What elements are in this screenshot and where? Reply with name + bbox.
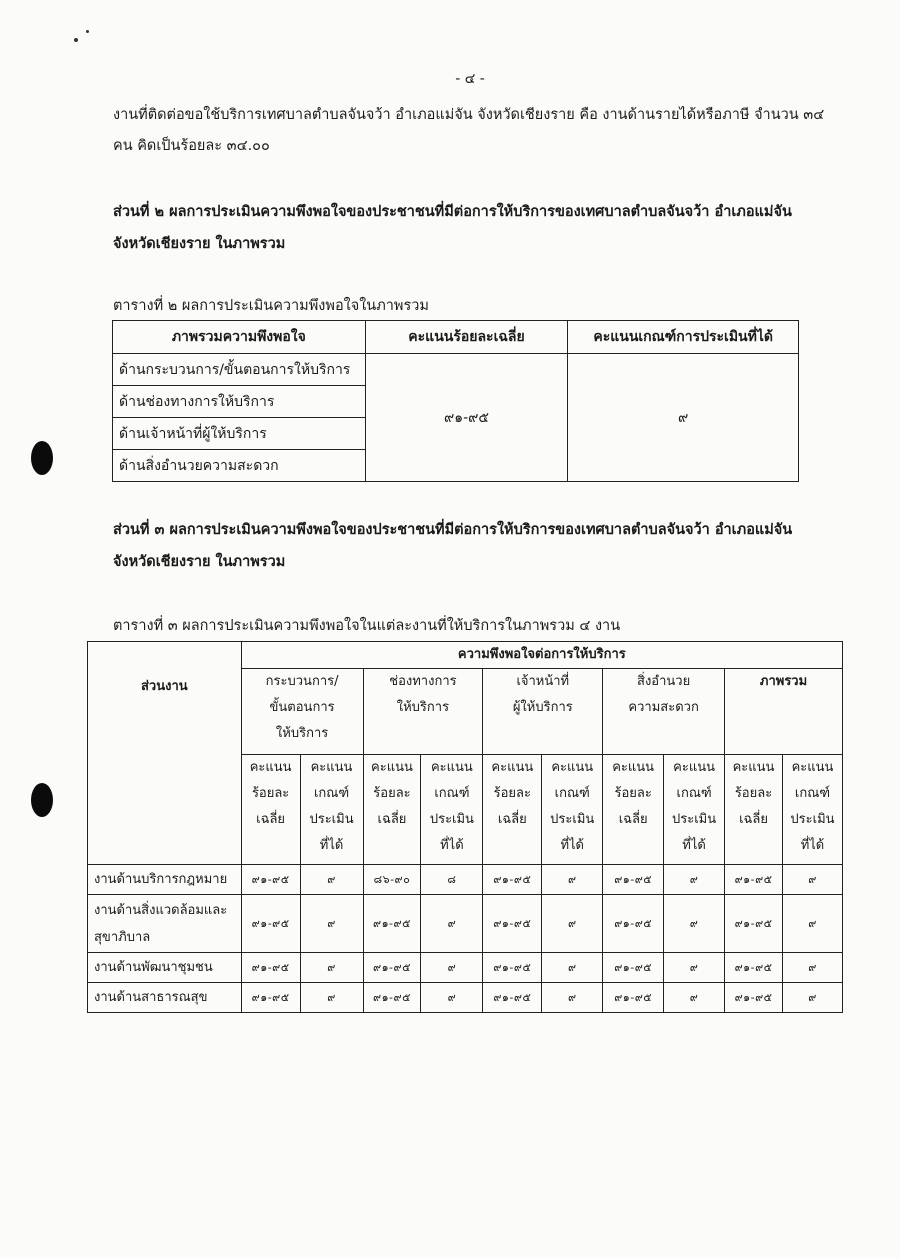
punch-hole-lower [31,783,53,817]
table2-criteria-score: ๙ [568,354,799,482]
table3-criteria-cell: ๙ [300,953,363,983]
table3-subheader-criteria: คะแนน เกณฑ์ ประเมิน ที่ได้ [664,755,725,865]
table2-row-process: ด้านกระบวนการ/ขั้นตอนการให้บริการ [113,354,366,386]
table3-criteria-cell: ๙ [300,983,363,1013]
table3-avg-cell: ๙๑-๙๕ [725,895,783,953]
table3-avg-cell: ๙๑-๙๕ [603,865,664,895]
table3-avg-cell: ๘๖-๙๐ [363,865,421,895]
table3-group-overall: ภาพรวม [725,669,843,755]
table3-avg-cell: ๙๑-๙๕ [241,953,300,983]
table3-subheader-criteria: คะแนน เกณฑ์ ประเมิน ที่ได้ [542,755,603,865]
page-number: - ๔ - [455,71,485,87]
table3-group-facilities: สิ่งอำนวย ความสะดวก [603,669,725,755]
table3-avg-cell: ๙๑-๙๕ [363,983,421,1013]
table3-avg-cell: ๙๑-๙๕ [725,953,783,983]
intro-line-2: คน คิดเป็นร้อยละ ๓๔.๐๐ [113,138,270,154]
table3-criteria-cell: ๙ [300,895,363,953]
table3-criteria-cell: ๙ [664,983,725,1013]
table3-row [88,865,843,895]
table3-group-process: กระบวนการ/ ขั้นตอนการ ให้บริการ [241,669,363,755]
intro-paragraph [113,100,843,162]
table3-avg-cell: ๙๑-๙๕ [483,865,542,895]
table3-criteria-cell: ๙ [664,953,725,983]
table2-header-criteria: คะแนนเกณฑ์การประเมินที่ได้ [568,321,799,354]
table3-group-staff: เจ้าหน้าที่ ผู้ให้บริการ [483,669,603,755]
table3-subheader-avg: คะแนน ร้อยละ เฉลี่ย [603,755,664,865]
punch-hole-upper [31,441,53,475]
section3-heading-line2: จังหวัดเชียงราย ในภาพรวม [113,554,286,570]
table3-avg-cell: ๙๑-๙๕ [363,895,421,953]
table2-header-aspect: ภาพรวมความพึงพอใจ [113,321,366,354]
table3-avg-cell: ๙๑-๙๕ [603,983,664,1013]
table2-caption: ตารางที่ ๒ ผลการประเมินความพึงพอใจในภาพรวม [113,298,429,314]
table3-subheader-avg: คะแนน ร้อยละ เฉลี่ย [483,755,542,865]
table2-row-channel: ด้านช่องทางการให้บริการ [113,386,366,418]
table3-criteria-cell: ๙ [664,865,725,895]
table3-row [88,953,843,983]
table3-criteria-cell: ๙ [782,895,842,953]
table3-subheader-avg: คะแนน ร้อยละ เฉลี่ย [725,755,783,865]
table3-criteria-cell: ๙ [782,865,842,895]
table3-row [88,983,843,1013]
table3-avg-cell: ๙๑-๙๕ [241,983,300,1013]
table2-row-staff: ด้านเจ้าหน้าที่ผู้ให้บริการ [113,418,366,450]
table3-criteria-cell: ๙ [421,895,483,953]
table3-avg-cell: ๙๑-๙๕ [483,983,542,1013]
table3-subheader-avg: คะแนน ร้อยละ เฉลี่ย [241,755,300,865]
table3-criteria-cell: ๙ [542,983,603,1013]
table3-avg-cell: ๙๑-๙๕ [363,953,421,983]
table3-header-satisfaction: ความพึงพอใจต่อการให้บริการ [241,642,842,669]
table3-unit-name: งานด้านสาธารณสุข [88,983,242,1013]
table3-criteria-cell: ๙ [664,895,725,953]
table3-avg-cell: ๙๑-๙๕ [483,895,542,953]
table3-subheader-criteria: คะแนน เกณฑ์ ประเมิน ที่ได้ [300,755,363,865]
table3-avg-cell: ๙๑-๙๕ [725,983,783,1013]
scan-speck [86,30,89,33]
section2-heading [113,196,843,260]
table2-overall-satisfaction [112,320,799,482]
table3-criteria-cell: ๙ [300,865,363,895]
table3-unit-name: งานด้านสิ่งแวดล้อมและ สุขาภิบาล [88,895,242,953]
table3-subheader-criteria: คะแนน เกณฑ์ ประเมิน ที่ได้ [421,755,483,865]
table3-criteria-cell: ๙ [421,953,483,983]
table3-avg-cell: ๙๑-๙๕ [483,953,542,983]
section3-heading-line1: ส่วนที่ ๓ ผลการประเมินความพึงพอใจของประชาชนที่มีต่อการให้บริการของเทศบาลตำบลจันจว้า อำเภอแม่จัน [113,522,793,538]
table3-avg-cell: ๙๑-๙๕ [603,953,664,983]
table3-unit-name: งานด้านบริการกฎหมาย [88,865,242,895]
table3-avg-cell: ๙๑-๙๕ [241,895,300,953]
table3-unit-name: งานด้านพัฒนาชุมชน [88,953,242,983]
table3-subheader-criteria: คะแนน เกณฑ์ ประเมิน ที่ได้ [782,755,842,865]
table2-avg-score: ๙๑-๙๕ [365,354,568,482]
table3-avg-cell: ๙๑-๙๕ [241,865,300,895]
table3-unit-satisfaction [87,641,843,1013]
table3-criteria-cell: ๙ [782,953,842,983]
section2-heading-line2: จังหวัดเชียงราย ในภาพรวม [113,236,286,252]
intro-line-1: งานที่ติดต่อขอใช้บริการเทศบาลตำบลจันจว้า อำเภอแม่จัน จังหวัดเชียงราย คือ งานด้านรายได้หรือภาษี จำนวน ๓๔ [113,107,825,123]
table3-avg-cell: ๙๑-๙๕ [603,895,664,953]
table2-row-facilities: ด้านสิ่งอำนวยความสะดวก [113,450,366,482]
table3-row [88,895,843,953]
table3-criteria-cell: ๘ [421,865,483,895]
table3-avg-cell: ๙๑-๙๕ [725,865,783,895]
table3-criteria-cell: ๙ [542,865,603,895]
table3-header-unit: ส่วนงาน [88,642,242,865]
table3-subheader-avg: คะแนน ร้อยละ เฉลี่ย [363,755,421,865]
section3-heading [113,514,843,578]
section2-heading-line1: ส่วนที่ ๒ ผลการประเมินความพึงพอใจของประชาชนที่มีต่อการให้บริการของเทศบาลตำบลจันจว้า อำเภอแม่จัน [113,204,792,220]
table3-criteria-cell: ๙ [421,983,483,1013]
table3-criteria-cell: ๙ [782,983,842,1013]
table3-group-channel: ช่องทางการ ให้บริการ [363,669,483,755]
table3-caption: ตารางที่ ๓ ผลการประเมินความพึงพอใจในแต่ละงานที่ให้บริการในภาพรวม ๔ งาน [113,618,621,634]
table2-header-avg: คะแนนร้อยละเฉลี่ย [365,321,568,354]
table3-criteria-cell: ๙ [542,953,603,983]
table3-criteria-cell: ๙ [542,895,603,953]
scan-speck [74,38,78,42]
